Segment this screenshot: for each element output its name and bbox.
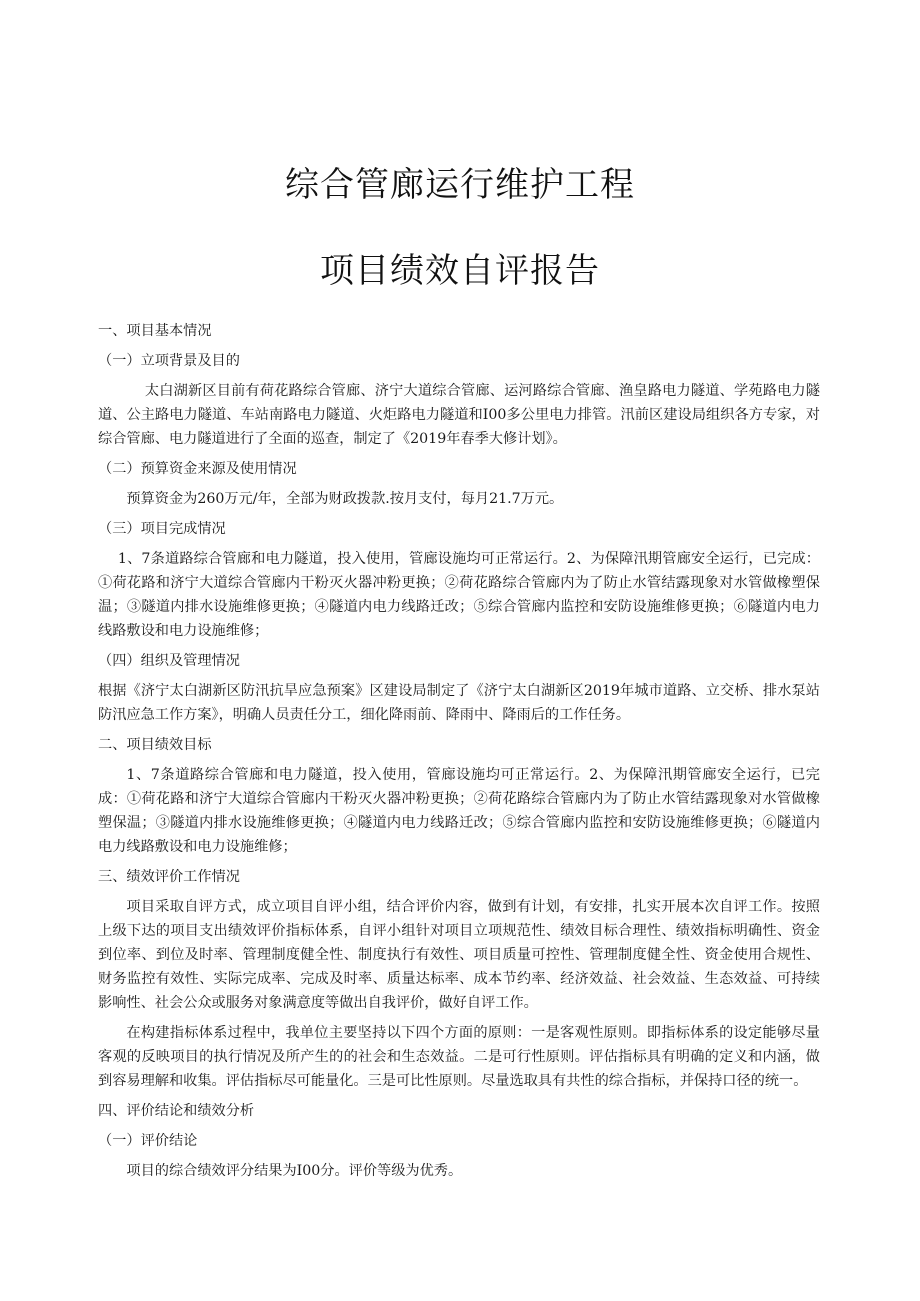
paragraph-management: 根据《济宁太白湖新区防汛抗旱应急预案》区建设局制定了《济宁太白湖新区2019年城市道路、立交桥、排水泵站防汛应急工作方案》，明确人员责任分工，细化降雨前、降雨中、降雨后的工作任务。 xyxy=(98,683,820,723)
paragraph-background: 太白湖新区目前有荷花路综合管廊、济宁大道综合管廊、运河路综合管廊、渔皇路电力隧道、学苑路电力隧道、公主路电力隧道、车站南路电力隧道、火炬路电力隧道和I00多公里电力排管。汛前区建设局组织各方专家，对综合管廊、电力隧道进行了全面的巡查，制定了《2019年春季大修计划》。 xyxy=(98,383,820,447)
subsection-heading-background: （一）立项背景及目的 xyxy=(98,353,240,369)
document-body xyxy=(98,313,820,1183)
subsection-heading-conclusion: （一）评价结论 xyxy=(98,1133,198,1149)
document-title-line1: 综合管廊运行维护工程 xyxy=(285,165,635,205)
paragraph-targets: 1、7条道路综合管廊和电力隧道，投入使用，管廊设施均可正常运行。2、为保障汛期管廊安全运行，已完成：①荷花路和济宁大道综合管廊内干粉灭火器冲粉更换；②荷花路综合管廊内为了防止水管结露现象对水管做橡塑保温；③隧道内排水设施维修更换；④隧道内电力线路迁改；⑤综合管廊内监控和安防设施维修更换；⑥隧道内电力线路敷设和电力设施维修； xyxy=(98,767,820,855)
paragraph-completion: 1、7条道路综合管廊和电力隧道，投入使用，管廊设施均可正常运行。2、为保障汛期管廊安全运行，已完成：①荷花路和济宁大道综合管廊内干粉灭火器冲粉更换；②荷花路综合管廊内为了防止水管结露现象对水管做橡塑保温；③隧道内排水设施维修更换；④隧道内电力线路迁改；⑤综合管廊内监控和安防设施维修更换；⑥隧道内电力线路敷设和电力设施维修； xyxy=(98,551,820,639)
subsection-heading-budget: （二）预算资金来源及使用情况 xyxy=(98,461,297,477)
section-heading-evaluation-work: 三、绩效评价工作情况 xyxy=(98,869,240,885)
subsection-heading-completion: （三）项目完成情况 xyxy=(98,521,226,537)
paragraph-evaluation-method: 项目采取自评方式，成立项目自评小组，结合评价内容，做到有计划，有安排，扎实开展本次自评工作。按照上级下达的项目支出绩效评价指标体系，自评小组针对项目立项规范性、绩效目标合理性、绩效指标明确性、资金到位率、到位及时率、管理制度健全性、制度执行有效性、项目质量可控性、管理制度健全性、资金使用合规性、财务监控有效性、实际完成率、完成及时率、质量达标率、成本节约率、经济效益、社会效益、生态效益、可持续影响性、社会公众或服务对象满意度等做出自我评价，做好自评工作。 xyxy=(98,899,820,1011)
section-heading-targets: 二、项目绩效目标 xyxy=(98,737,212,753)
section-heading-basic-info: 一、项目基本情况 xyxy=(98,323,212,339)
section-heading-conclusion: 四、评价结论和绩效分析 xyxy=(98,1103,255,1119)
subsection-heading-management: （四）组织及管理情况 xyxy=(98,653,240,669)
paragraph-evaluation-principles: 在构建指标体系过程中，我单位主要坚持以下四个方面的原则：一是客观性原则。即指标体系的设定能够尽量客观的反映项目的执行情况及所产生的的社会和生态效益。二是可行性原则。评估指标具有明确的定义和内涵，做到容易理解和收集。评估指标尽可能量化。三是可比性原则。尽量选取具有共性的综合指标，并保持口径的统一。 xyxy=(98,1025,820,1089)
paragraph-conclusion: 项目的综合绩效评分结果为I00分。评价等级为优秀。 xyxy=(126,1163,463,1179)
document-title-line2: 项目绩效自评报告 xyxy=(320,251,600,291)
paragraph-budget: 预算资金为260万元/年，全部为财政拨款.按月支付，每月21.7万元。 xyxy=(126,491,564,507)
